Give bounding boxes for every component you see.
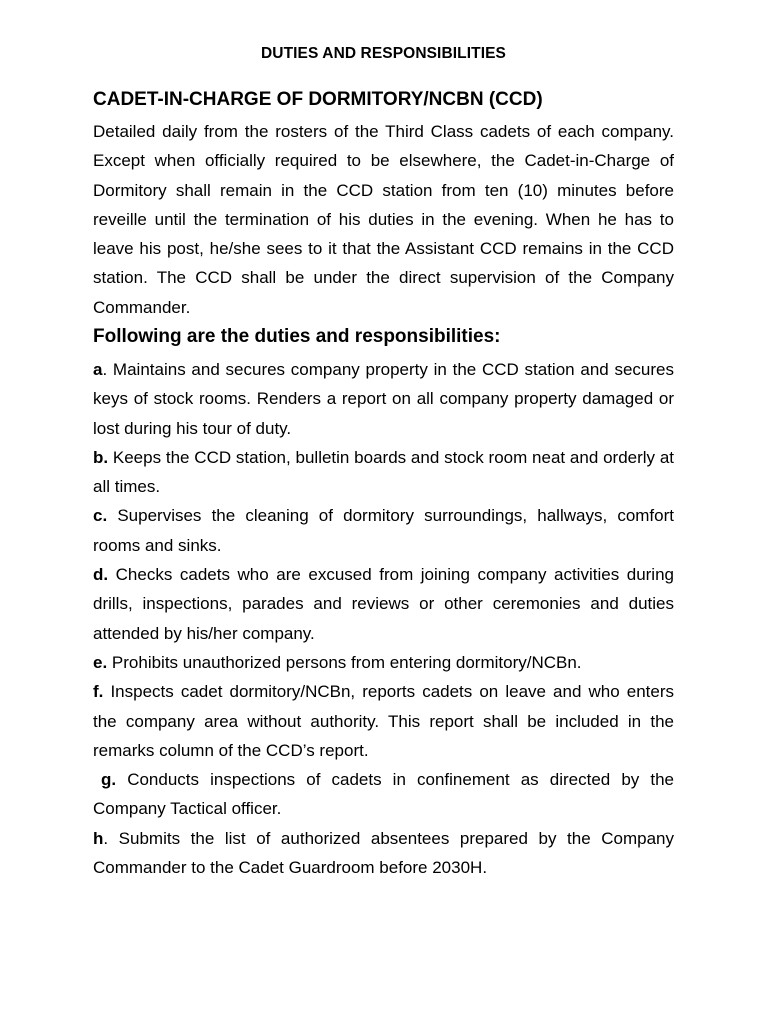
duty-text: Inspects cadet dormitory/NCBn, reports cadets on leave and who enters the company area without authority. This report shall be included in the remarks column of the CCD’s report. xyxy=(93,682,674,760)
duty-text: Keeps the CCD station, bulletin boards and stock room neat and orderly at all times. xyxy=(93,447,674,497)
duty-letter: a xyxy=(93,360,103,379)
duty-text: Conducts inspections of cadets in confinement as directed by the Company Tactical officer. xyxy=(93,770,674,819)
duty-letter: g. xyxy=(101,770,117,790)
duty-item-a xyxy=(93,355,674,443)
duty-text: Prohibits unauthorized persons from entering dormitory/NCBn. xyxy=(107,652,582,672)
duties-list xyxy=(93,355,674,882)
duty-letter: f. xyxy=(93,682,104,702)
section-heading: CADET-IN-CHARGE OF DORMITORY/NCBN (CCD) xyxy=(93,89,543,110)
duty-text: . Submits the list of authorized absentees prepared by the Company Commander to the Cadet Guardroom before 2030H. xyxy=(93,828,674,878)
duty-item-f xyxy=(93,677,674,765)
duties-heading: Following are the duties and responsibilities: xyxy=(93,326,501,347)
duty-letter: c. xyxy=(93,506,108,526)
duty-text: Checks cadets who are excused from joining company activities during drills, inspections, parades and reviews or other ceremonies and duties attended by his/her company. xyxy=(93,565,674,643)
duty-text: . Maintains and secures company property in the CCD station and secures keys of stock rooms. Renders a report on all company property damaged or lost during his tour of duty. xyxy=(93,360,674,438)
duty-letter: b. xyxy=(93,447,109,467)
duty-item-d xyxy=(93,560,674,648)
duty-item-e xyxy=(93,648,674,677)
duty-item-b xyxy=(93,443,674,502)
duty-item-c xyxy=(93,501,674,560)
document-title: DUTIES AND RESPONSIBILITIES xyxy=(261,45,506,62)
duty-letter: d. xyxy=(93,565,109,585)
duty-letter: h xyxy=(93,828,104,848)
duty-item-g xyxy=(93,765,674,824)
duty-letter: e. xyxy=(93,652,108,672)
duty-text: Supervises the cleaning of dormitory surroundings, hallways, comfort rooms and sinks. xyxy=(93,506,674,555)
intro-paragraph: Detailed daily from the rosters of the Third Class cadets of each company. Except when officially required to be elsewhere, the Cadet-in-Charge of Dormitory shall remain in the CCD station from ten (10) minutes before reveille until the termination of his duties in the evening. When he has to leave his post, he/she sees to it that the Assistant CCD remains in the CCD station. The CCD shall be under the direct supervision of the Company Commander. xyxy=(93,122,674,317)
duty-item-h xyxy=(93,824,674,883)
